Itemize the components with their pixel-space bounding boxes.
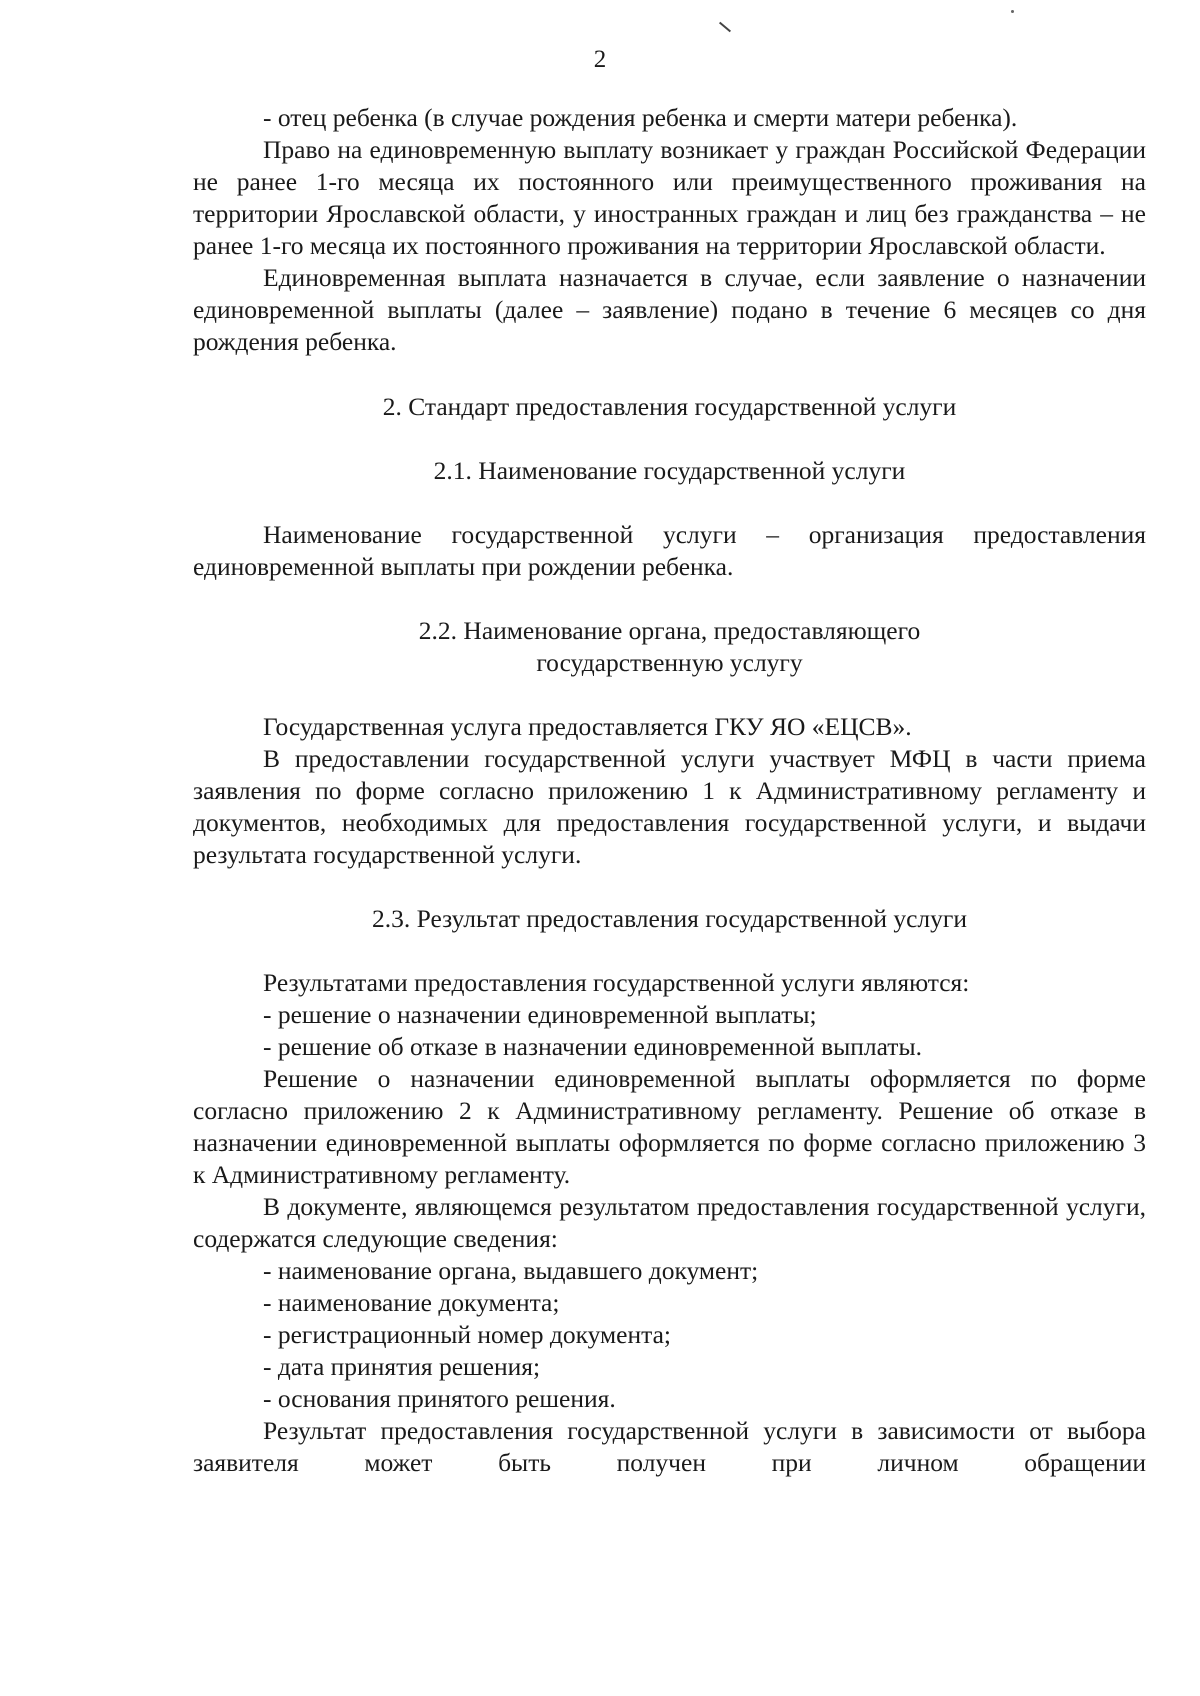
page-number: 2 — [593, 46, 607, 73]
result-item: - решение о назначении единовременной выплаты; — [263, 1000, 817, 1029]
section-2-3-contents-intro: В документе, являющемся результатом предоставления государственной услуги, содержатся следующие сведения: — [193, 1192, 1146, 1253]
section-2-1-text: Наименование государственной услуги – организация предоставления единовременной выплаты при рождении ребенка. — [193, 520, 1146, 581]
section-2-2-text2: В предоставлении государственной услуги участвует МФЦ в части приема заявления по форме согласно приложению 1 к Административному регламенту и документов, необходимых для предоставления государственной услуги, и выдачи результата государственной услуги. — [193, 744, 1146, 869]
contents-item: - наименование органа, выдавшего документ; — [263, 1256, 759, 1285]
contents-item: - наименование документа; — [263, 1288, 560, 1317]
scan-artifact-mark — [719, 22, 731, 33]
paragraph-payment-assignment: Единовременная выплата назначается в случае, если заявление о назначении единовременной выплаты (далее – заявление) подано в течение 6 месяцев со дня рождения ребенка. — [193, 263, 1146, 356]
result-item: - решение об отказе в назначении единовременной выплаты. — [263, 1032, 922, 1061]
section-2-2-title-line1: 2.2. Наименование органа, предоставляющего — [418, 616, 921, 645]
section-2-2-text1: Государственная услуга предоставляется ГКУ ЯО «ЕЦСВ». — [263, 712, 912, 741]
paragraph-father: - отец ребенка (в случае рождения ребенка и смерти матери ребенка). — [263, 103, 1018, 132]
section-2-3-title: 2.3. Результат предоставления государственной услуги — [371, 904, 968, 933]
contents-item: - регистрационный номер документа; — [263, 1320, 671, 1349]
document-body — [193, 102, 1146, 1479]
section-2-3-forms-text: Решение о назначении единовременной выплаты оформляется по форме согласно приложению 2 к Административному регламенту. Решение об отказе в назначении единовременной выплаты оформляется по форме согласно приложению 3 к Административному регламенту. — [193, 1064, 1146, 1189]
paragraph-right-to-payment: Право на единовременную выплату возникает у граждан Российской Федерации не ранее 1-го месяца их постоянного или преимущественного проживания на территории Ярославской области, у иностранных граждан и лиц без гражданства – не ранее 1-го месяца их постоянного проживания на территории Ярославской области. — [193, 135, 1146, 260]
scan-artifact-speck — [1011, 10, 1014, 13]
contents-item: - дата принятия решения; — [263, 1352, 541, 1381]
contents-item: - основания принятого решения. — [263, 1384, 616, 1413]
section-2-2-title-line2: государственную услугу — [536, 648, 803, 677]
section-2-title: 2. Стандарт предоставления государственной услуги — [382, 392, 957, 421]
section-2-3-final-text: Результат предоставления государственной услуги в зависимости от выбора заявителя может быть получен при личном обращении — [193, 1416, 1146, 1477]
section-2-3-intro: Результатами предоставления государственной услуги являются: — [263, 968, 970, 997]
section-2-1-title: 2.1. Наименование государственной услуги — [433, 456, 906, 485]
